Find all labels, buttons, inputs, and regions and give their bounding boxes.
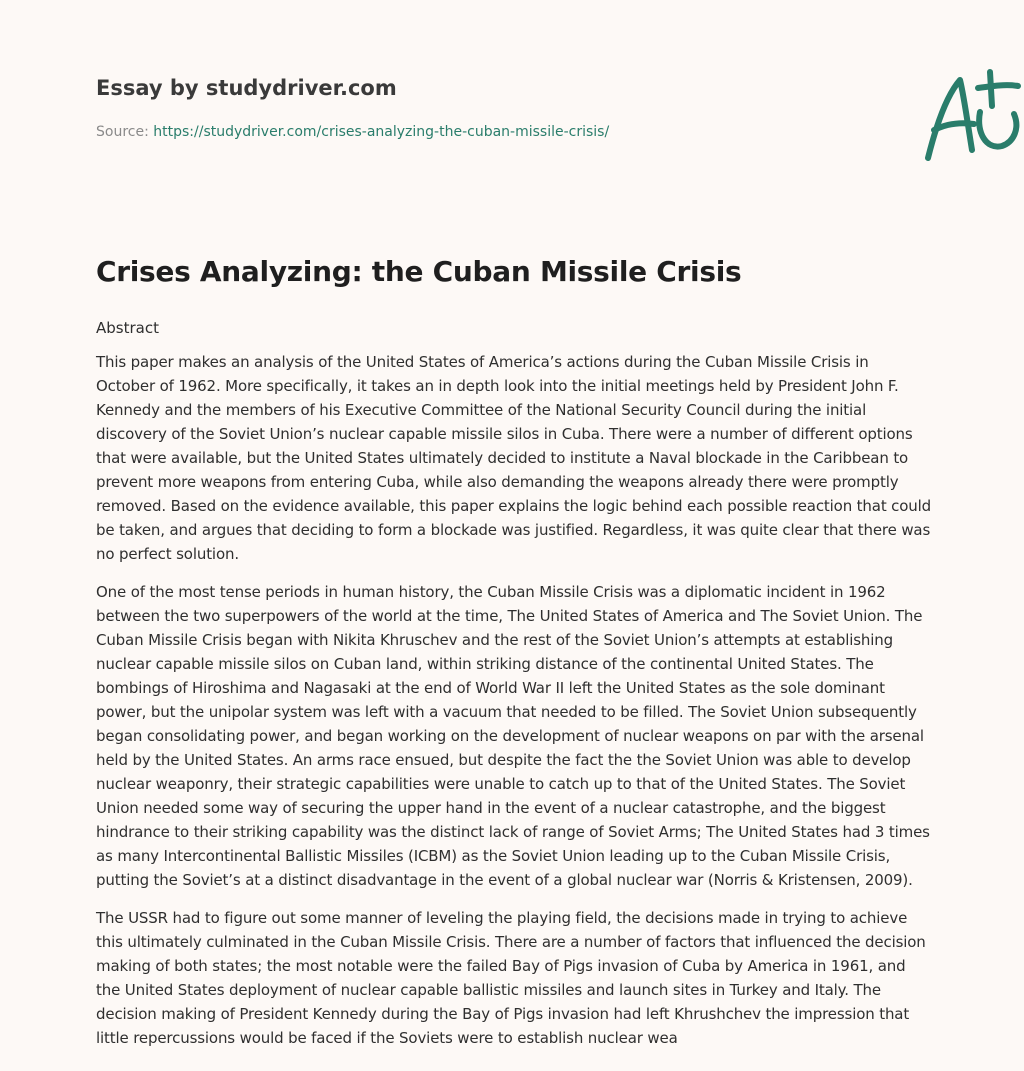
section-label: Abstract [96, 319, 159, 337]
paragraph: One of the most tense periods in human history, the Cuban Missile Crisis was a diplomatic incident in 1962 between the two superpowers of the world at the time, The United States of America and The Soviet Union. The Cuban Missile Crisis began with Nikita Khruschev and the rest of the Soviet Union’s attempts at establishing nuclear capable missile silos on Cuban land, within striking distance of the continental United States. The bombings of Hiroshima and Nagasaki at the end of World War II left the United States as the sole dominant power, but the unipolar system was left with a vacuum that needed to be filled. The Soviet Union subsequently began consolidating power, and began working on the development of nuclear weapons on par with the arsenal held by the United States. An arms race ensued, but despite the fact the the Soviet Union was able to develop nuclear weaponry, their strategic capabilities were unable to catch up to that of the United States. The Soviet Union needed some way of securing the upper hand in the event of a nuclear catastrophe, and the biggest hindrance to their striking capability was the distinct lack of range of Soviet Arms; The United States had 3 times as many Intercontinental Ballistic Missiles (ICBM) as the Soviet Union leading up to the Cuban Missile Crisis, putting the Soviet’s at a distinct disadvantage in the event of a global nuclear war (Norris & Kristensen, 2009). [96, 583, 930, 889]
source-label: Source: [96, 124, 149, 140]
essay-title: Crises Analyzing: the Cuban Missile Crisis [96, 255, 742, 288]
a-plus-icon [916, 66, 1024, 166]
essay-body [96, 316, 932, 1064]
paragraph: The USSR had to figure out some manner of leveling the playing field, the decisions made in trying to achieve this ultimately culminated in the Cuban Missile Crisis. There are a number of factors that influenced the decision making of both states; the most notable were the failed Bay of Pigs invasion of Cuba by America in 1961, and the United States deployment of nuclear capable ballistic missiles and launch sites in Turkey and Italy. The decision making of President Kennedy during the Bay of Pigs invasion had left Khrushchev the impression that little repercussions would be faced if the Soviets were to establish nuclear wea [96, 909, 926, 1047]
source-link[interactable]: https://studydriver.com/crises-analyzing-the-cuban-missile-crisis/ [153, 124, 610, 140]
source-line [96, 124, 609, 140]
site-title: Essay by studydriver.com [96, 76, 397, 100]
paragraph: This paper makes an analysis of the United States of America’s actions during the Cuban Missile Crisis in October of 1962. More specifically, it takes an in depth look into the initial meetings held by President John F. Kennedy and the members of his Executive Committee of the National Security Council during the initial discovery of the Soviet Union’s nuclear capable missile silos in Cuba. There were a number of different options that were available, but the United States ultimately decided to institute a Naval blockade in the Caribbean to prevent more weapons from entering Cuba, while also demanding the weapons already there were promptly removed. Based on the evidence available, this paper explains the logic behind each possible reaction that could be taken, and argues that deciding to form a blockade was justified. Regardless, it was quite clear that there was no perfect solution. [96, 353, 932, 563]
